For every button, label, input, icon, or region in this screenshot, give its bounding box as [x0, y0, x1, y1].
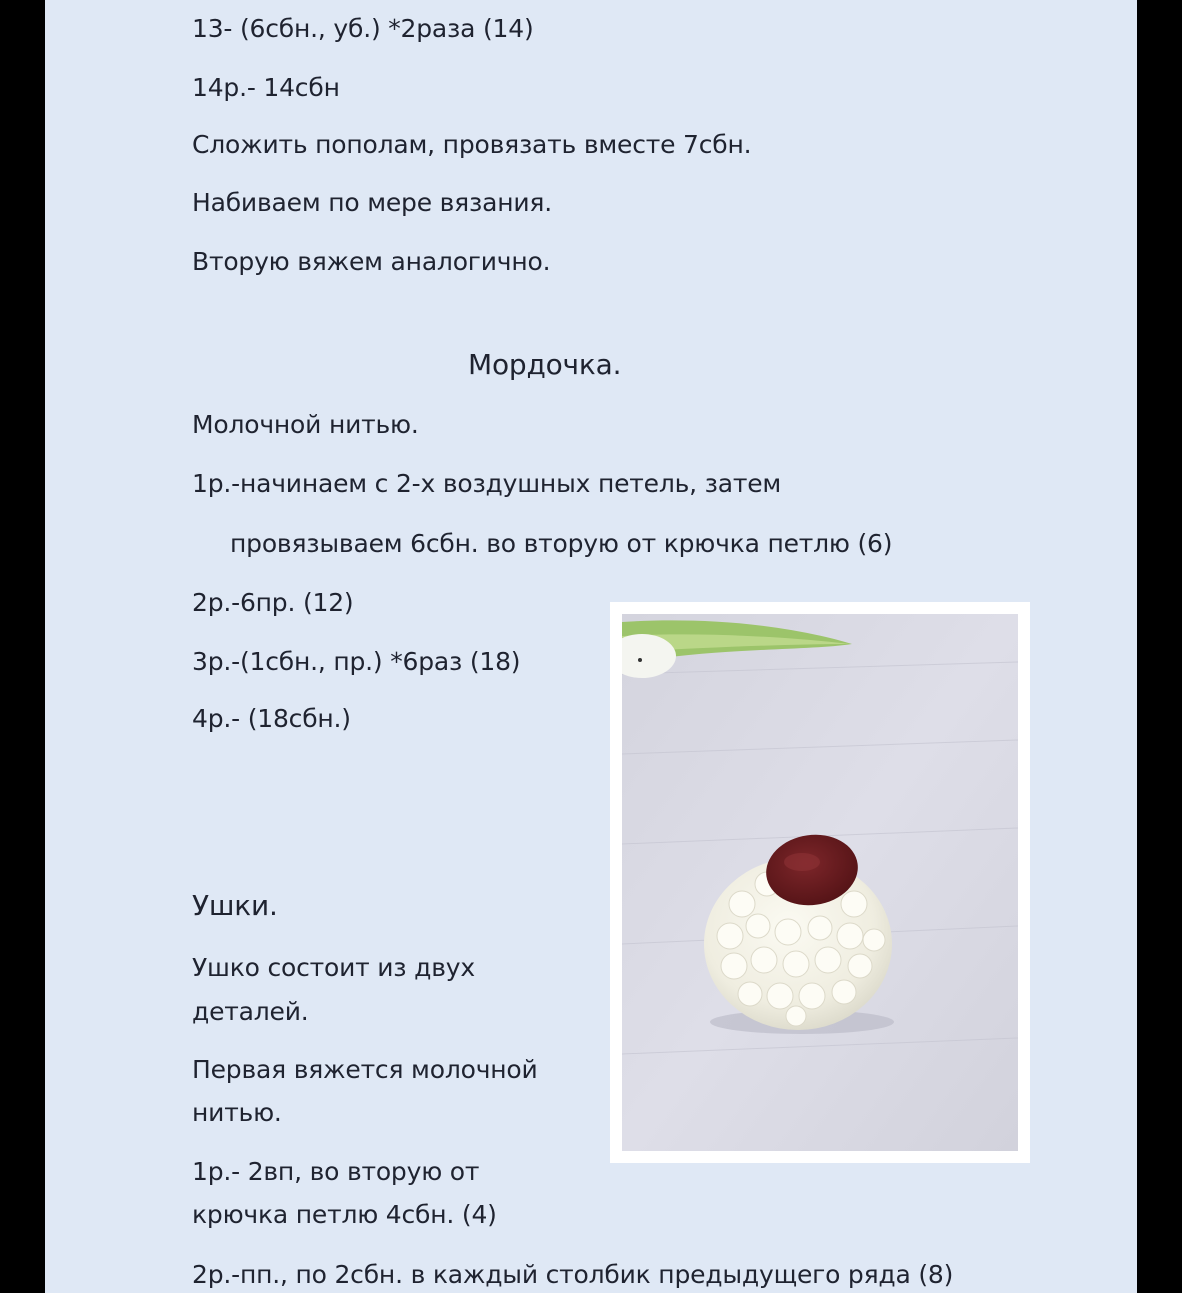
text-line: Молочной нитью.: [192, 410, 419, 439]
knitted-lamb-muzzle-icon: [622, 614, 1018, 1151]
text-line: Ушко состоит из двух: [192, 953, 475, 982]
text-line: 14р.- 14сбн: [192, 73, 340, 102]
text-line: крючка петлю 4сбн. (4): [192, 1200, 497, 1229]
text-line: 1р.-начинаем с 2-х воздушных петель, затем: [192, 469, 782, 498]
section-heading-ushki: Ушки.: [192, 889, 278, 922]
text-line: 1р.- 2вп, во вторую от: [192, 1157, 480, 1186]
text-line: 13- (6сбн., уб.) *2раза (14): [192, 14, 534, 43]
text-line: 4р.- (18сбн.): [192, 704, 351, 733]
text-line: Вторую вяжем аналогично.: [192, 247, 551, 276]
text-line: провязываем 6сбн. во вторую от крючка петлю (6): [230, 529, 893, 558]
text-line: Набиваем по мере вязания.: [192, 188, 553, 217]
text-line: 3р.-(1сбн., пр.) *6раз (18): [192, 647, 521, 676]
text-line: деталей.: [192, 997, 309, 1026]
text-line: 2р.-пп., по 2сбн. в каждый столбик предыдущего ряда (8): [192, 1260, 954, 1289]
photo-frame: [610, 602, 1030, 1163]
knitted-muzzle-photo: [622, 614, 1018, 1151]
document-page: [45, 0, 1137, 1293]
section-heading-mordochka: Мордочка.: [468, 348, 622, 381]
text-line: нитью.: [192, 1098, 282, 1127]
text-line: Первая вяжется молочной: [192, 1055, 538, 1084]
text-line: Сложить пополам, провязать вместе 7сбн.: [192, 130, 752, 159]
text-line: 2р.-6пр. (12): [192, 588, 354, 617]
